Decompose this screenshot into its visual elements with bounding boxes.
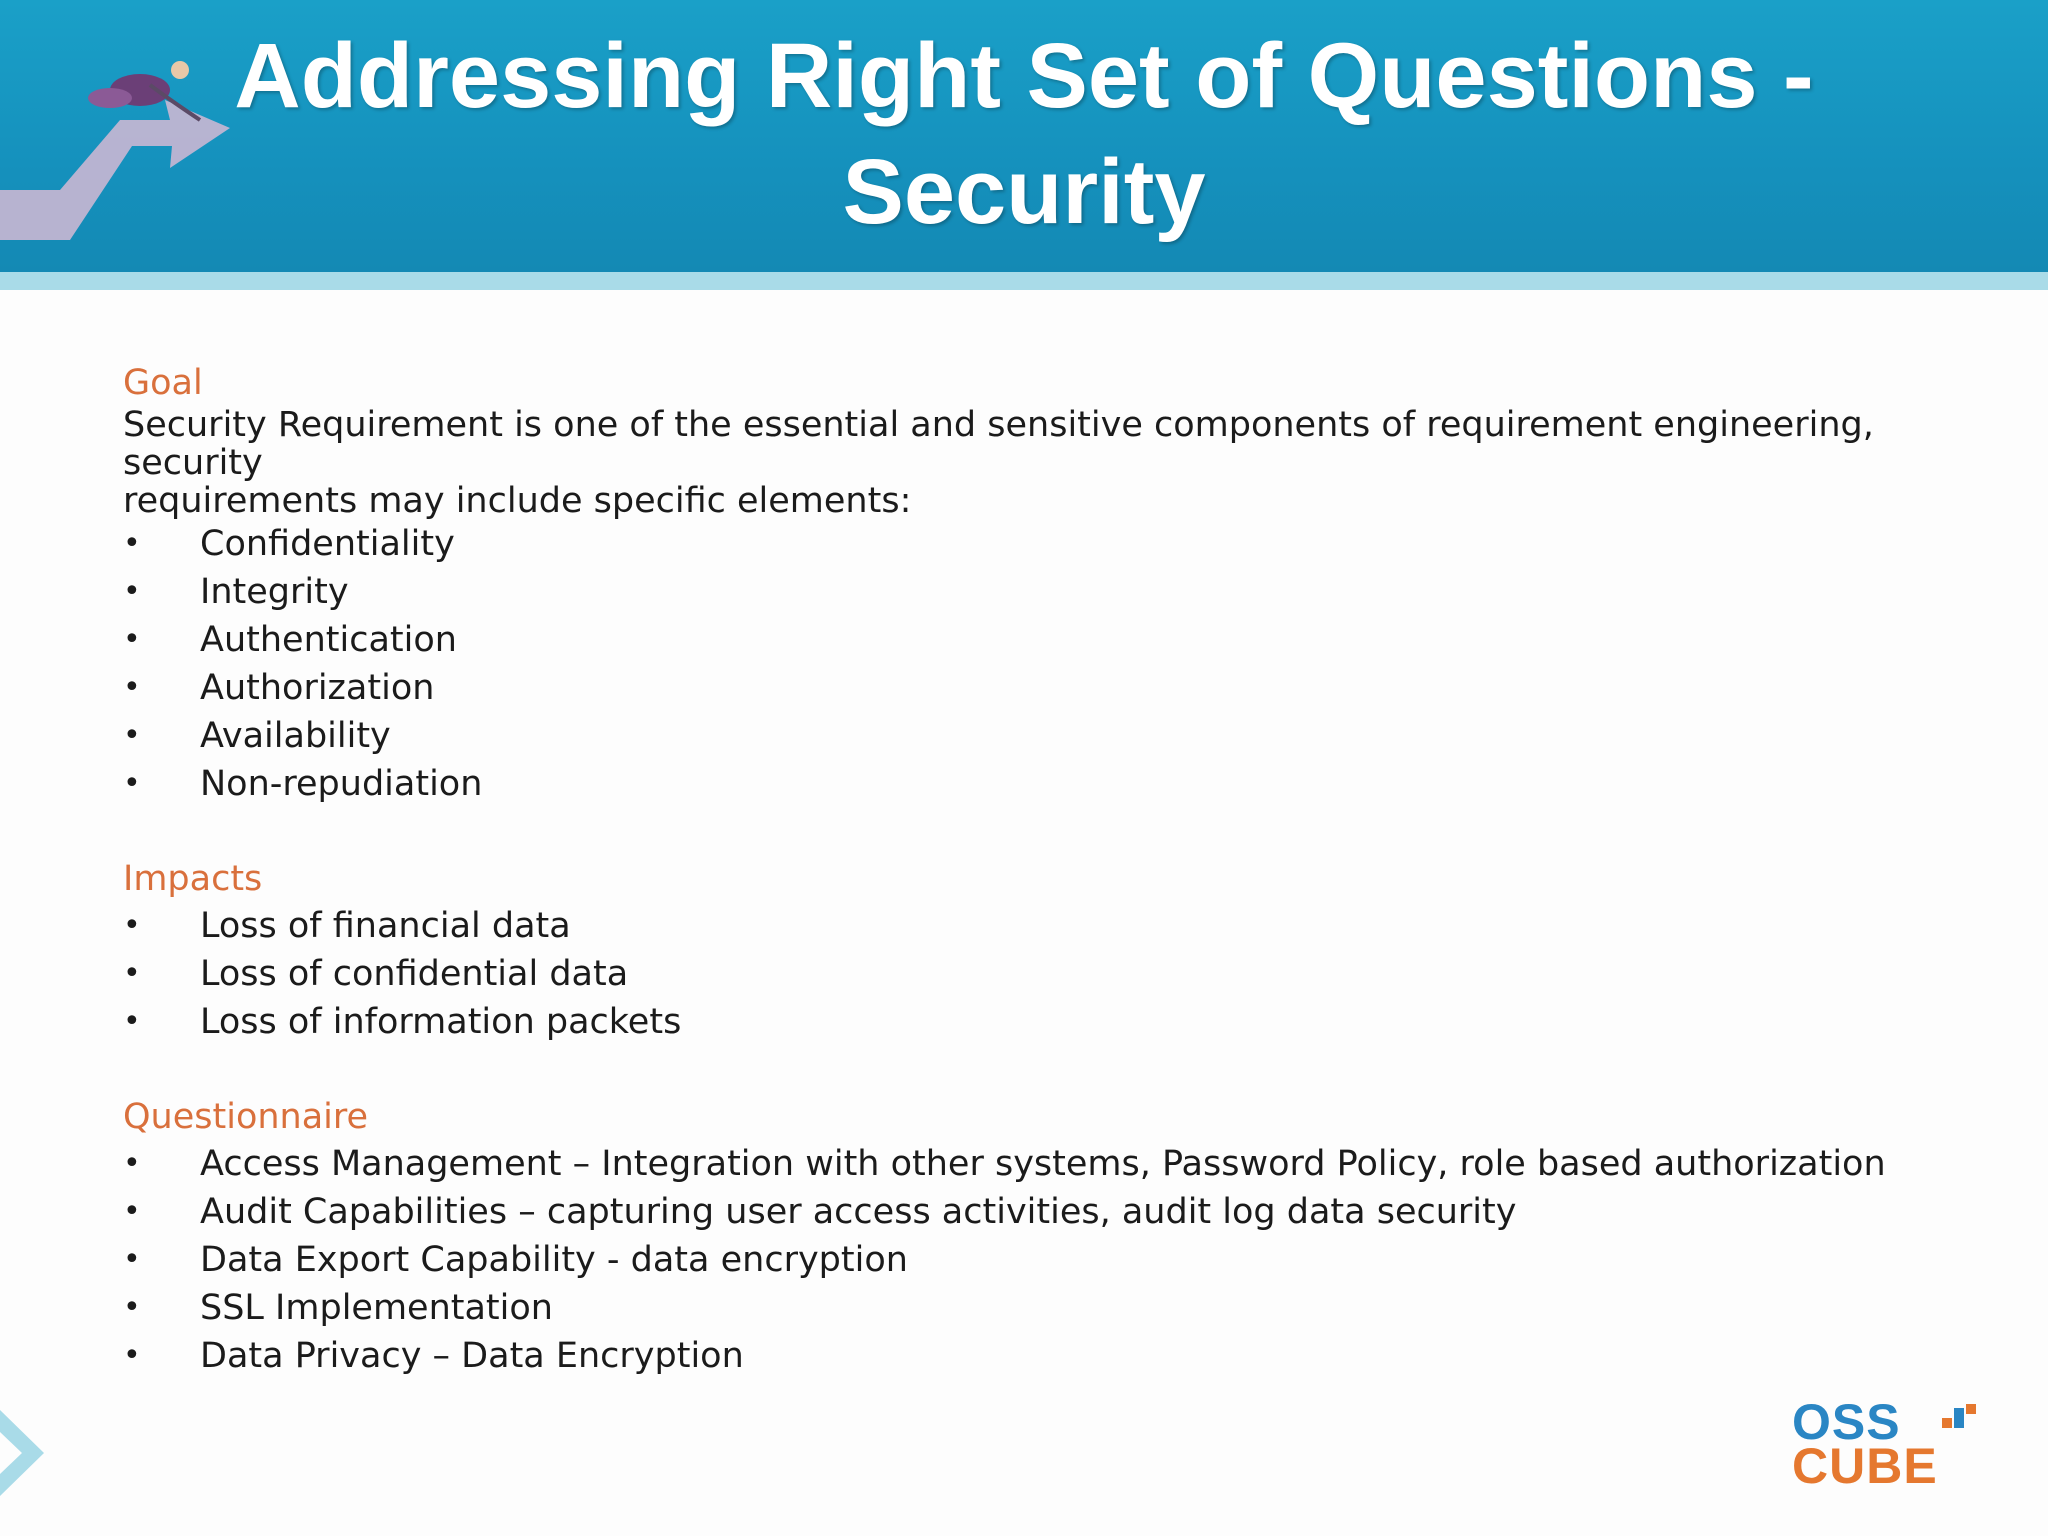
bullet-icon: • (123, 1004, 141, 1039)
company-logo (1792, 1394, 1982, 1494)
list-item: • Access Management – Integration with other systems, Password Policy, role based authorization (123, 1140, 1923, 1188)
bullet-icon: • (123, 956, 141, 991)
chevron-right-icon (0, 1410, 44, 1496)
goal-list (123, 520, 1923, 808)
list-item: • Authentication (123, 616, 1923, 664)
list-item: • Loss of information packets (123, 998, 1923, 1046)
logo-line-1: OSS (1792, 1394, 1901, 1450)
list-item: • Availability (123, 712, 1923, 760)
goal-paragraph-line-1: Security Requirement is one of the essential and sensitive components of requirement engineering, security (123, 405, 1874, 483)
impacts-heading: Impacts (123, 859, 263, 899)
list-item: • Loss of financial data (123, 902, 1923, 950)
goal-section (123, 360, 1923, 808)
list-item: • Confidentiality (123, 520, 1923, 568)
logo-mark-icon (1942, 1404, 1978, 1440)
bullet-icon: • (123, 908, 141, 943)
list-item: • Audit Capabilities – capturing user access activities, audit log data security (123, 1188, 1923, 1236)
bullet-icon: • (123, 1194, 141, 1229)
section-gap (123, 808, 1923, 856)
title-line-1: Addressing Right Set of Questions - (234, 25, 1814, 127)
goal-paragraph-line-2: requirements may include specific elements: (123, 481, 912, 521)
list-item: • Non-repudiation (123, 760, 1923, 808)
bullet-icon: • (123, 574, 141, 609)
bullet-icon: • (123, 1338, 141, 1373)
logo-line-2: CUBE (1792, 1438, 1938, 1494)
list-item: • Data Privacy – Data Encryption (123, 1332, 1923, 1380)
section-gap (123, 1046, 1923, 1094)
header-stripe (0, 272, 2048, 290)
bullet-icon: • (123, 1290, 141, 1325)
bullet-icon: • (123, 1146, 141, 1181)
questionnaire-heading: Questionnaire (123, 1097, 369, 1137)
bullet-icon: • (123, 1242, 141, 1277)
bullet-icon: • (123, 670, 141, 705)
list-item: • Integrity (123, 568, 1923, 616)
bullet-icon: • (123, 766, 141, 801)
impacts-section (123, 856, 1923, 1046)
slide-content (123, 360, 1923, 1380)
questionnaire-list (123, 1140, 1923, 1380)
bullet-icon: • (123, 526, 141, 561)
list-item: • SSL Implementation (123, 1284, 1923, 1332)
goal-heading: Goal (123, 363, 203, 403)
list-item: • Data Export Capability - data encryption (123, 1236, 1923, 1284)
list-item: • Authorization (123, 664, 1923, 712)
page-title (0, 18, 2048, 250)
list-item: • Loss of confidential data (123, 950, 1923, 998)
title-line-2: Security (842, 141, 1206, 243)
bullet-icon: • (123, 622, 141, 657)
questionnaire-section (123, 1094, 1923, 1380)
impacts-list (123, 902, 1923, 1046)
bullet-icon: • (123, 718, 141, 753)
